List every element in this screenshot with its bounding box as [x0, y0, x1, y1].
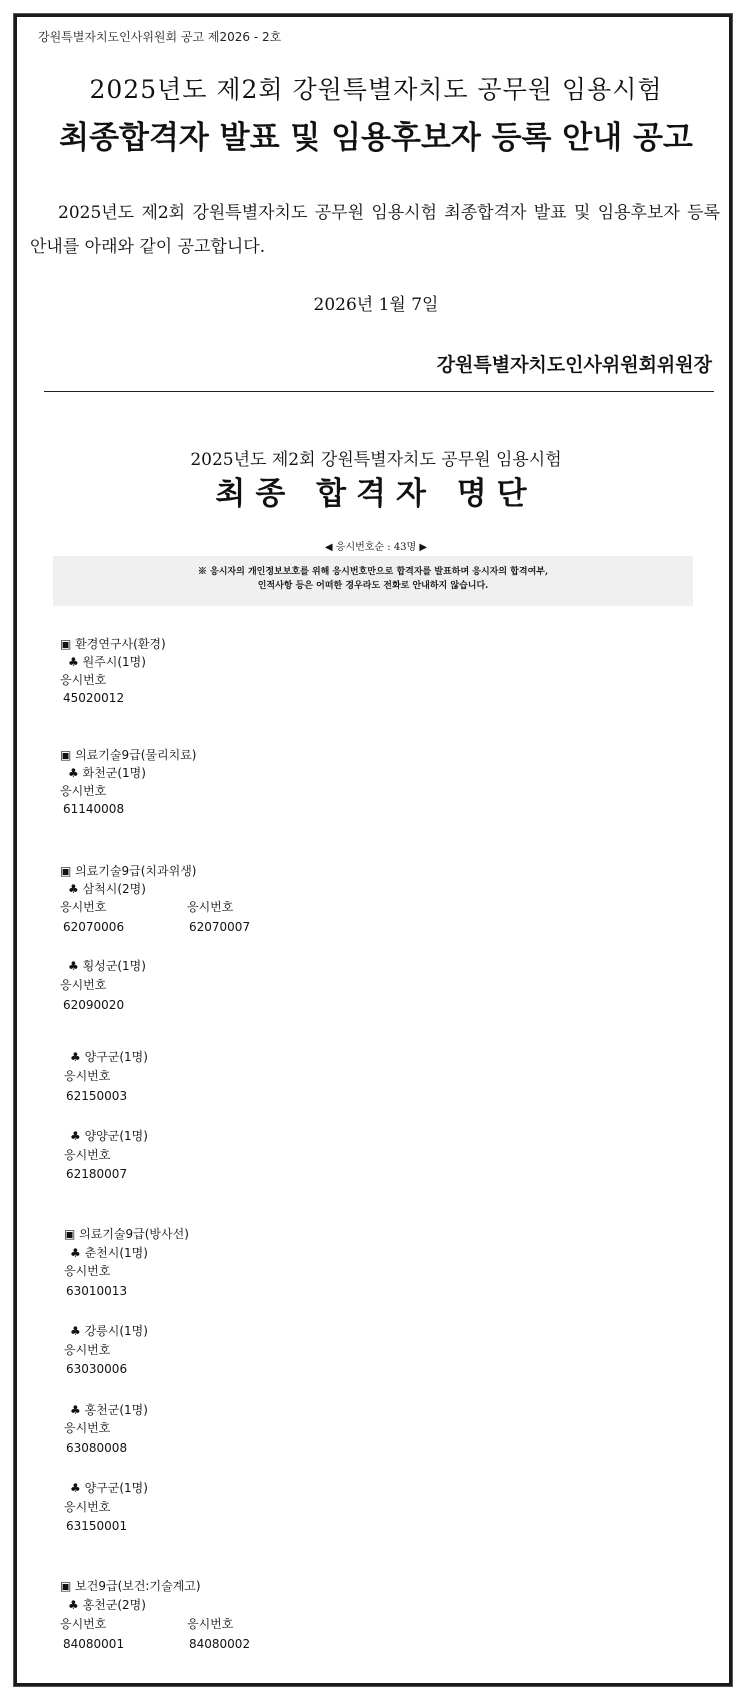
- column-header: 응시번호: [64, 1148, 111, 1162]
- list-title-line2: 최종 합격자 명단: [215, 476, 537, 512]
- category-heading: ▣ 의료기술9급(방사선): [64, 1227, 189, 1241]
- notice-title-line1: 2025년도 제2회 강원특별자치도 공무원 임용시험: [89, 75, 663, 104]
- column-header: 응시번호: [64, 1500, 111, 1514]
- region-heading: ♣ 춘천시(1명): [70, 1246, 148, 1260]
- region-heading: ♣ 화천군(1명): [68, 766, 146, 780]
- region-heading: ♣ 양구군(1명): [70, 1050, 148, 1064]
- category-heading: ▣ 보건9급(보건:기술계고): [60, 1579, 201, 1593]
- region-heading: ♣ 홍천군(1명): [70, 1403, 148, 1417]
- column-header: 응시번호: [60, 978, 107, 992]
- applicant-number: 45020012: [63, 691, 125, 705]
- column-header: 응시번호: [187, 1617, 234, 1631]
- column-header: 응시번호: [64, 1421, 111, 1435]
- category-heading: ▣ 의료기술9급(치과위생): [60, 864, 197, 878]
- order-note: ◀ 응시번호순 : 43명 ▶: [324, 542, 428, 553]
- page-border: [14, 14, 732, 1686]
- privacy-notice-line2: 인적사항 등은 어떠한 경우라도 전화로 안내하지 않습니다.: [257, 581, 489, 591]
- notice-title-line2: 최종합격자 발표 및 임용후보자 등록 안내 공고: [59, 120, 693, 156]
- category-heading: ▣ 의료기술9급(물리치료): [60, 748, 197, 762]
- column-header: 응시번호: [60, 673, 107, 687]
- applicant-number: 62070006: [63, 920, 125, 934]
- region-heading: ♣ 양구군(1명): [70, 1481, 148, 1495]
- applicant-number: 63010013: [66, 1284, 128, 1298]
- notice-number: 강원특별자치도인사위원회 공고 제2026 - 2호: [38, 30, 282, 44]
- column-header: 응시번호: [60, 784, 107, 798]
- applicant-number: 63150001: [66, 1519, 128, 1533]
- applicant-number: 62180007: [66, 1167, 128, 1181]
- region-heading: ♣ 강릉시(1명): [70, 1324, 148, 1338]
- applicant-number: 63080008: [66, 1441, 128, 1455]
- column-header: 응시번호: [60, 1617, 107, 1631]
- notice-body: 2025년도 제2회 강원특별자치도 공무원 임용시험 최종합격자 발표 및 임용후보자 등록 안내를 아래와 같이 공고합니다.: [30, 203, 720, 257]
- privacy-notice: [53, 556, 693, 606]
- applicant-number: 61140008: [63, 802, 125, 816]
- region-heading: ♣ 삼척시(2명): [68, 882, 146, 896]
- notice-signer: 강원특별자치도인사위원회위원장: [436, 354, 712, 376]
- column-header: 응시번호: [64, 1264, 111, 1278]
- region-heading: ♣ 양양군(1명): [70, 1129, 148, 1143]
- applicant-number: 84080002: [189, 1637, 251, 1651]
- applicant-number: 63030006: [66, 1362, 128, 1376]
- applicant-number: 62150003: [66, 1089, 128, 1103]
- region-heading: ♣ 횡성군(1명): [68, 959, 146, 973]
- applicant-number: 84080001: [63, 1637, 125, 1651]
- section-divider: [44, 391, 714, 392]
- privacy-notice-line1: ※ 응시자의 개인정보보호를 위해 응시번호만으로 합격자를 발표하며 응시자의 합격여부,: [197, 567, 549, 577]
- column-header: 응시번호: [64, 1343, 111, 1357]
- category-heading: ▣ 환경연구사(환경): [60, 637, 166, 651]
- notice-date: 2026년 1월 7일: [313, 295, 439, 315]
- applicant-number: 62090020: [63, 998, 125, 1012]
- region-heading: ♣ 홍천군(2명): [68, 1598, 146, 1612]
- column-header: 응시번호: [187, 900, 234, 914]
- region-heading: ♣ 원주시(1명): [68, 655, 146, 669]
- list-title-line1: 2025년도 제2회 강원특별자치도 공무원 임용시험: [190, 450, 562, 470]
- column-header: 응시번호: [60, 900, 107, 914]
- column-header: 응시번호: [64, 1069, 111, 1083]
- applicant-number: 62070007: [189, 920, 251, 934]
